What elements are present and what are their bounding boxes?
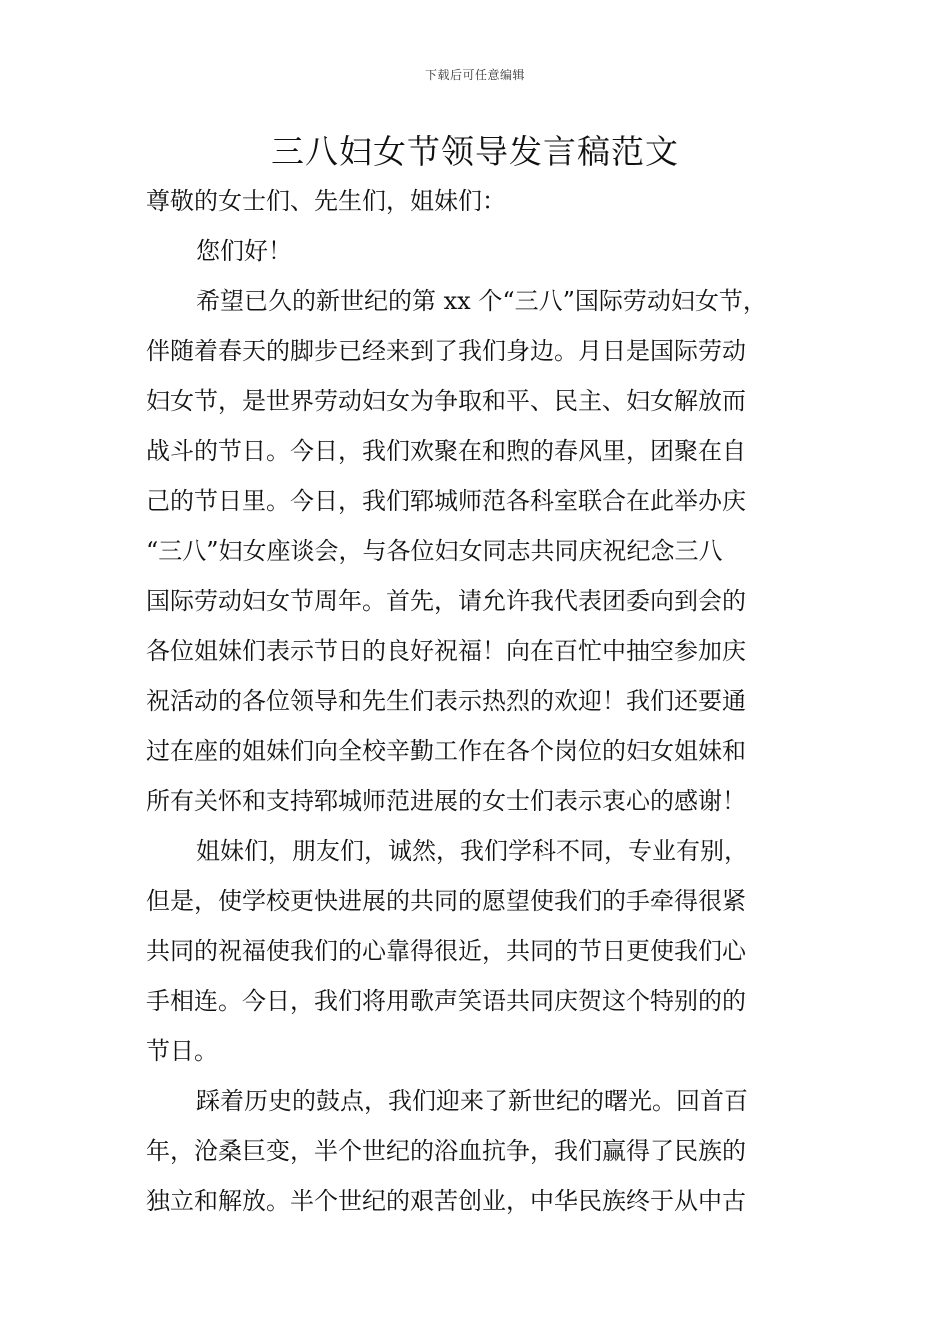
document-title: 三八妇女节领导发言稿范文 [271, 132, 679, 171]
header-note: 下载后可任意编辑 [424, 68, 525, 82]
paragraph-line: 希望已久的新世纪的第 xx 个“三八”国际劳动妇女节， [196, 287, 767, 315]
paragraph-line: 踩着历史的鼓点，我们迎来了新世纪的曙光。回首百 [196, 1087, 748, 1115]
paragraph-line: 共同的祝福使我们的心靠得很近，共同的节日更使我们心 [146, 937, 746, 965]
paragraph-line: 妇女节，是世界劳动妇女为争取和平、民主、妇女解放而 [146, 387, 746, 415]
paragraph-line: 年，沧桑巨变，半个世纪的浴血抗争，我们赢得了民族的 [146, 1137, 746, 1165]
paragraph-line: 姐妹们，朋友们，诚然，我们学科不同，专业有别， [196, 837, 748, 865]
greeting-line: 您们好！ [196, 237, 292, 265]
paragraph-line: 独立和解放。半个世纪的艰苦创业，中华民族终于从中古 [146, 1187, 746, 1215]
paragraph-line: 己的节日里。今日，我们郓城师范各科室联合在此举办庆 [146, 487, 746, 515]
paragraph-line: 节日。 [146, 1037, 218, 1065]
salutation-line: 尊敬的女士们、先生们，姐妹们： [146, 187, 506, 215]
paragraph-line: 国际劳动妇女节周年。首先，请允许我代表团委向到会的 [146, 587, 746, 615]
paragraph-line: 伴随着春天的脚步已经来到了我们身边。月日是国际劳动 [146, 337, 746, 365]
paragraph-line: 过在座的姐妹们向全校辛勤工作在各个岗位的妇女姐妹和 [146, 737, 746, 765]
paragraph-line: 手相连。今日，我们将用歌声笑语共同庆贺这个特别的的 [146, 987, 746, 1015]
paragraph-line: 战斗的节日。今日，我们欢聚在和煦的春风里，团聚在自 [146, 437, 746, 465]
paragraph-line: “三八”妇女座谈会，与各位妇女同志共同庆祝纪念三八 [146, 537, 723, 565]
paragraph-line: 各位姐妹们表示节日的良好祝福！向在百忙中抽空参加庆 [146, 637, 746, 665]
paragraph-line: 但是，使学校更快进展的共同的愿望使我们的手牵得很紧 [146, 887, 746, 915]
paragraph-line: 所有关怀和支持郓城师范进展的女士们表示衷心的感谢！ [146, 787, 746, 815]
paragraph-line: 祝活动的各位领导和先生们表示热烈的欢迎！我们还要通 [146, 687, 746, 715]
document-body [146, 176, 826, 1226]
